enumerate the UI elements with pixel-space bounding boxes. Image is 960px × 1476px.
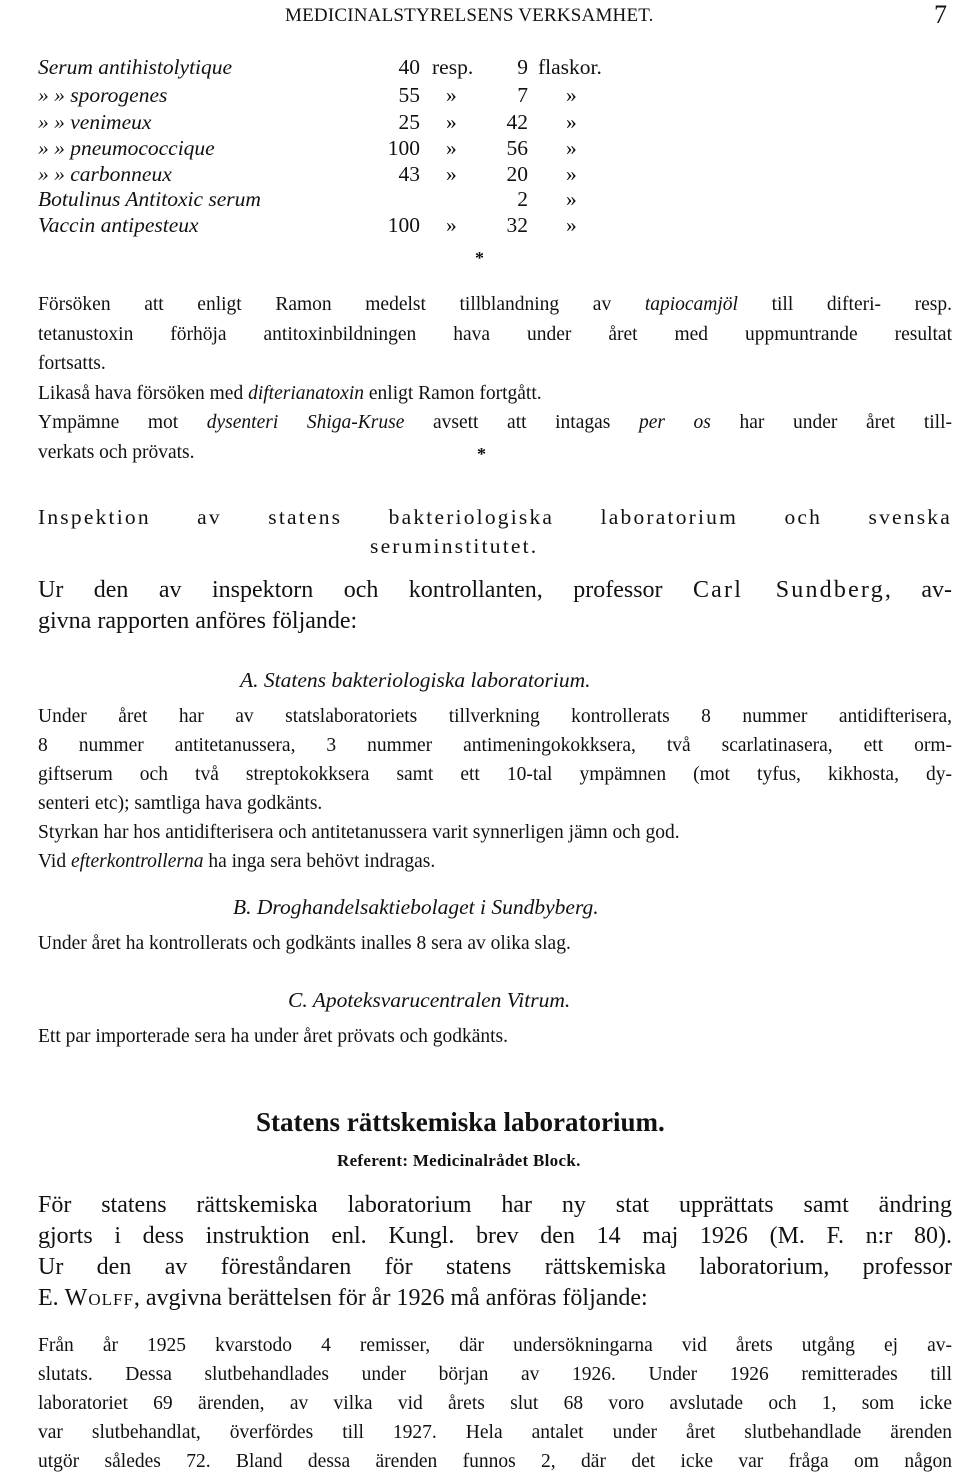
forensic-body-line: var slutbehandlat, överfördes till 1927. Hela antalet under året slutbehandlade ärenden <box>38 1422 952 1443</box>
section-c-text: Ett par importerade sera ha under året prövats och godkänts. <box>38 1026 508 1047</box>
serum-row-count-b: 9 <box>517 55 528 79</box>
forensic-intro-line: För statens rättskemiska laboratorium har ny stat upprättats samt ändring <box>38 1192 952 1218</box>
serum-row-unit: » <box>566 162 577 186</box>
serum-row-count-b: 56 <box>506 136 528 160</box>
serum-row-name: » » pneumococcique <box>38 136 215 160</box>
inspection-intro: Ur den av inspektorn och kontrollanten, professor Carl Sundberg, av- givna rapporten anföres följande: <box>38 577 952 634</box>
page-number: 7 <box>934 0 947 29</box>
forensic-body <box>38 1331 952 1476</box>
inspection-heading: seruminstitutet. <box>370 534 539 558</box>
forensic-body-line: utgör således 72. Bland dessa ärenden funnos 2, där det icke var fråga om någon <box>38 1451 952 1472</box>
serum-row-count-a: 43 <box>398 162 420 186</box>
forensic-body-line: Från år 1925 kvarstodo 4 remisser, där undersökningarna vid årets utgång ej av- <box>38 1335 952 1356</box>
forensic-body-line: slutats. Dessa slutbehandlades under början av 1926. Under 1926 remitterades till <box>38 1364 952 1385</box>
experiments-line: Försöken att enligt Ramon medelst tillblandning av tapiocamjöl till difteri- resp. <box>38 294 952 315</box>
serum-row-unit: » <box>566 136 577 160</box>
serum-row-name: Serum antihistolytique <box>38 55 233 79</box>
serum-row-name: Botulinus Antitoxic serum <box>38 187 261 211</box>
serum-row-count-a: 100 <box>387 213 420 237</box>
serum-row-unit: » <box>566 83 577 107</box>
serum-row-sep: » <box>446 162 457 186</box>
serum-row-count-b: 2 <box>517 187 528 211</box>
section-a-line: giftserum och två streptokokksera samt ett 10-tal ympämnen (mot tyfus, kikhosta, dy- <box>38 764 952 785</box>
experiments-line: Likaså hava försöken med difterianatoxin enligt Ramon fortgått. <box>38 382 542 404</box>
section-b-title: B. Droghandelsaktiebolaget i Sundbyberg. <box>233 895 599 919</box>
serum-row-unit: » <box>566 187 577 211</box>
serum-row-count-a: 25 <box>398 110 420 134</box>
experiments-line: tetanustoxin förhöja antitoxinbildningen hava under året med uppmuntrande resultat <box>38 323 952 345</box>
forensic-intro-line: gjorts i dess instruktion enl. Kungl. brev den 14 maj 1926 (M. F. n:r 80). <box>38 1223 952 1249</box>
experiments-line: verkats och prövats. <box>38 441 195 463</box>
serum-row-unit: » <box>566 110 577 134</box>
section-separator: * <box>475 248 484 268</box>
serum-row-count-a: 55 <box>398 83 420 107</box>
forensic-title: Statens rättskemiska laboratorium. <box>256 1107 665 1137</box>
serum-row-sep: » <box>446 110 457 134</box>
serum-row-count-b: 7 <box>517 83 528 107</box>
serum-row-sep: » <box>446 136 457 160</box>
forensic-intro <box>38 1190 952 1314</box>
section-a-line: senteri etc); samtliga hava godkänts. <box>38 793 323 814</box>
serum-row-sep: resp. <box>432 55 474 79</box>
section-a-line: 8 nummer antitetanussera, 3 nummer antimeningokokksera, två scarlatinasera, ett orm- <box>38 735 952 756</box>
serum-row-name: Vaccin antipesteux <box>38 213 199 237</box>
serum-row-unit: » <box>566 213 577 237</box>
section-b-text: Under året ha kontrollerats och godkänts inalles 8 sera av olika slag. <box>38 933 571 954</box>
section-a-body <box>38 702 952 876</box>
forensic-body-line: laboratoriet 69 ärenden, av vilka vid årets slut 68 voro avslutade och 1, som icke <box>38 1393 952 1414</box>
forensic-intro-line: Ur den av föreståndaren för statens rättskemiska laboratorium, professor <box>38 1254 952 1280</box>
section-separator: * <box>477 444 486 464</box>
section-a-line: Vid efterkontrollerna ha inga sera behövt indragas. <box>38 851 436 872</box>
section-c-title: C. Apoteksvarucentralen Vitrum. <box>288 988 571 1012</box>
running-header: MEDICINALSTYRELSENS VERKSAMHET. <box>285 5 654 26</box>
serum-row-name: » » carbonneux <box>38 162 172 186</box>
serum-row-name: » » venimeux <box>38 110 152 134</box>
experiments-line: Ympämne mot dysenteri Shiga-Kruse avsett att intagas per os har under året till- <box>38 412 952 433</box>
experiments-block <box>38 290 952 467</box>
section-a-title: A. Statens bakteriologiska laboratorium. <box>240 668 591 692</box>
inspection-heading: Inspektion av statens bakteriologiska laboratorium och svenska <box>38 505 952 529</box>
serum-row-count-b: 20 <box>506 162 528 186</box>
section-a-line: Under året har av statslaboratoriets tillverkning kontrollerats 8 nummer antidifterisera, <box>38 706 952 727</box>
serum-row-sep: » <box>446 213 457 237</box>
serum-row-count-b: 32 <box>506 213 528 237</box>
forensic-referent: Referent: Medicinalrådet Block. <box>337 1151 581 1170</box>
serum-row-count-b: 42 <box>506 110 528 134</box>
serum-row-count-a: 100 <box>387 136 420 160</box>
serum-row-name: » » sporogenes <box>38 83 168 107</box>
section-a-line: Styrkan har hos antidifterisera och antitetanussera varit synnerligen jämn och god. <box>38 822 680 843</box>
forensic-intro-line: E. Wolff, avgivna berättelsen för år 1926 må anföras följande: <box>38 1285 648 1311</box>
experiments-line: fortsatts. <box>38 353 106 374</box>
serum-row-count-a: 40 <box>398 55 420 79</box>
serum-row-unit: flaskor. <box>538 55 602 79</box>
serum-row-sep: » <box>446 83 457 107</box>
